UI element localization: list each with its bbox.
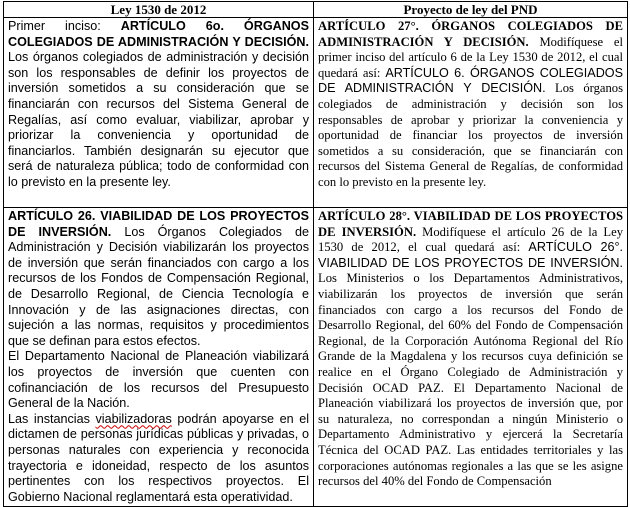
- row1-left-intro: Primer inciso:: [8, 19, 121, 33]
- row2-right-body2: ARTÍCULO 26°. VIABILIDAD DE LOS PROYECTOS DE INVERSIÓN.: [318, 240, 623, 270]
- row1-right-title: ARTÍCULO 27°. ÓRGANOS COLEGIADOS DE ADMINISTRACIÓN Y DECISIÓN.: [318, 19, 623, 49]
- row1-left-body: Los órganos colegiados de administración y decisión son los responsables de definir los proyectos de inversión sometidos a su consideración que se financiarán con recursos del Sistema General de Regalías, así como evaluar, viabilizar, aprobar y priorizar la conveniencia y oportunidad de financiarlos. También designarán su ejecutor que será de naturaleza pública; todo de conformidad con lo previsto en la presente ley.: [8, 50, 309, 189]
- row1-right-text: [318, 19, 623, 191]
- row2-left-title: ARTÍCULO 26. VIABILIDAD DE LOS PROYECTOS DE INVERSIÓN.: [8, 209, 309, 239]
- row2-left-para2: El Departamento Nacional de Planeación viabilizará los proyectos de inversión que cuenten con cofinanciación de los recursos del Presupuesto General de la Nación.: [8, 349, 309, 411]
- row1-right-body2: ARTÍCULO 6. ÓRGANOS COLEGIADOS DE ADMINISTRACIÓN Y DECISIÓN.: [318, 65, 623, 96]
- row1-left-title: ARTÍCULO 6o. ÓRGANOS COLEGIADOS DE ADMINISTRACIÓN Y DECISIÓN.: [8, 19, 310, 49]
- row1-right-body3: Los órganos colegiados de administración y decisión son los responsables de aprobar y priorizar la conveniencia y oportunidad de financiar los proyectos de inversión sometidos a su consideración, que se financiarán con recursos del Sistema General de Regalías, de conformidad con lo previsto en la presente ley.: [318, 81, 623, 189]
- row2-right-body1: Modifíquese el artículo 26 de la Ley 1530 de 2012, el cual quedará así:: [318, 224, 623, 255]
- row2-left-body: Los Órganos Colegiados de Administración y Decisión viabilizarán los proyectos de inversión que serán financiados con cargo a los recursos de los Fondos de Compensación Regional, de Desarrollo Regional, de Ciencia Tecnología e Innovación y de las asignaciones directas, con sujeción a las normas, requisitos y procedimientos que se definan para estos efectos.: [8, 224, 309, 348]
- header-right: Proyecto de ley del PND: [314, 2, 628, 18]
- table-row: [4, 18, 628, 208]
- row2-left-cell: [4, 208, 314, 507]
- row2-right-cell: [314, 208, 628, 507]
- header-row: [4, 2, 628, 18]
- row2-left-para3: [8, 412, 309, 506]
- row2-left-para3-a: Las instancias: [8, 411, 96, 426]
- comparison-table: [3, 1, 628, 507]
- row1-left-text: [8, 19, 309, 191]
- row2-right-body3: Los Ministerios o los Departamentos Administrativos, viabilizarán los proyectos de inversión que serán financiados con cargo a los recursos del Fondo de Desarrollo Regional, del 60% del Fondo de Compensación Regional, de la Corporación Autónoma Regional del Río Grande de la Magdalena y los recursos cuya definición se realice en el Órgano Colegiado de Administración y Decisión OCAD PAZ. El Departamento Nacional de Planeación viabilizará los proyectos de inversión que, por su naturaleza, no correspondan a ningún Ministerio o Departamento Administrativo y ejercerá la Secretaría Técnica del OCAD PAZ. Las entidades territoriales y las corporaciones autónomas regionales a las que se les asigne recursos del 40% del Fondo de Compensación: [318, 271, 623, 489]
- row1-right-body1: Modifíquese el primer inciso del artículo 6 de la Ley 1530 de 2012, el cual quedará así:: [318, 34, 623, 80]
- row2-right-text: [318, 209, 623, 490]
- table-row: [4, 208, 628, 507]
- row2-right-title: ARTÍCULO 28°. VIABILIDAD DE LOS PROYECTOS DE INVERSIÓN.: [318, 209, 623, 239]
- row1-right-cell: [314, 18, 628, 208]
- row2-left-para1: [8, 209, 309, 349]
- row1-left-cell: [4, 18, 314, 208]
- header-left: Ley 1530 de 2012: [4, 2, 314, 18]
- row2-left-para3-misspelled: viabilizadoras: [95, 411, 172, 426]
- row2-left-para3-b: podrán apoyarse en el dictamen de personas jurídicas públicas y privadas, o personas naturales con experiencia y reconocida trayectoria e idoneidad, respecto de los asuntos pertinentes con los respectivos proyectos. El Gobierno Nacional reglamentará esta operatividad.: [8, 411, 310, 504]
